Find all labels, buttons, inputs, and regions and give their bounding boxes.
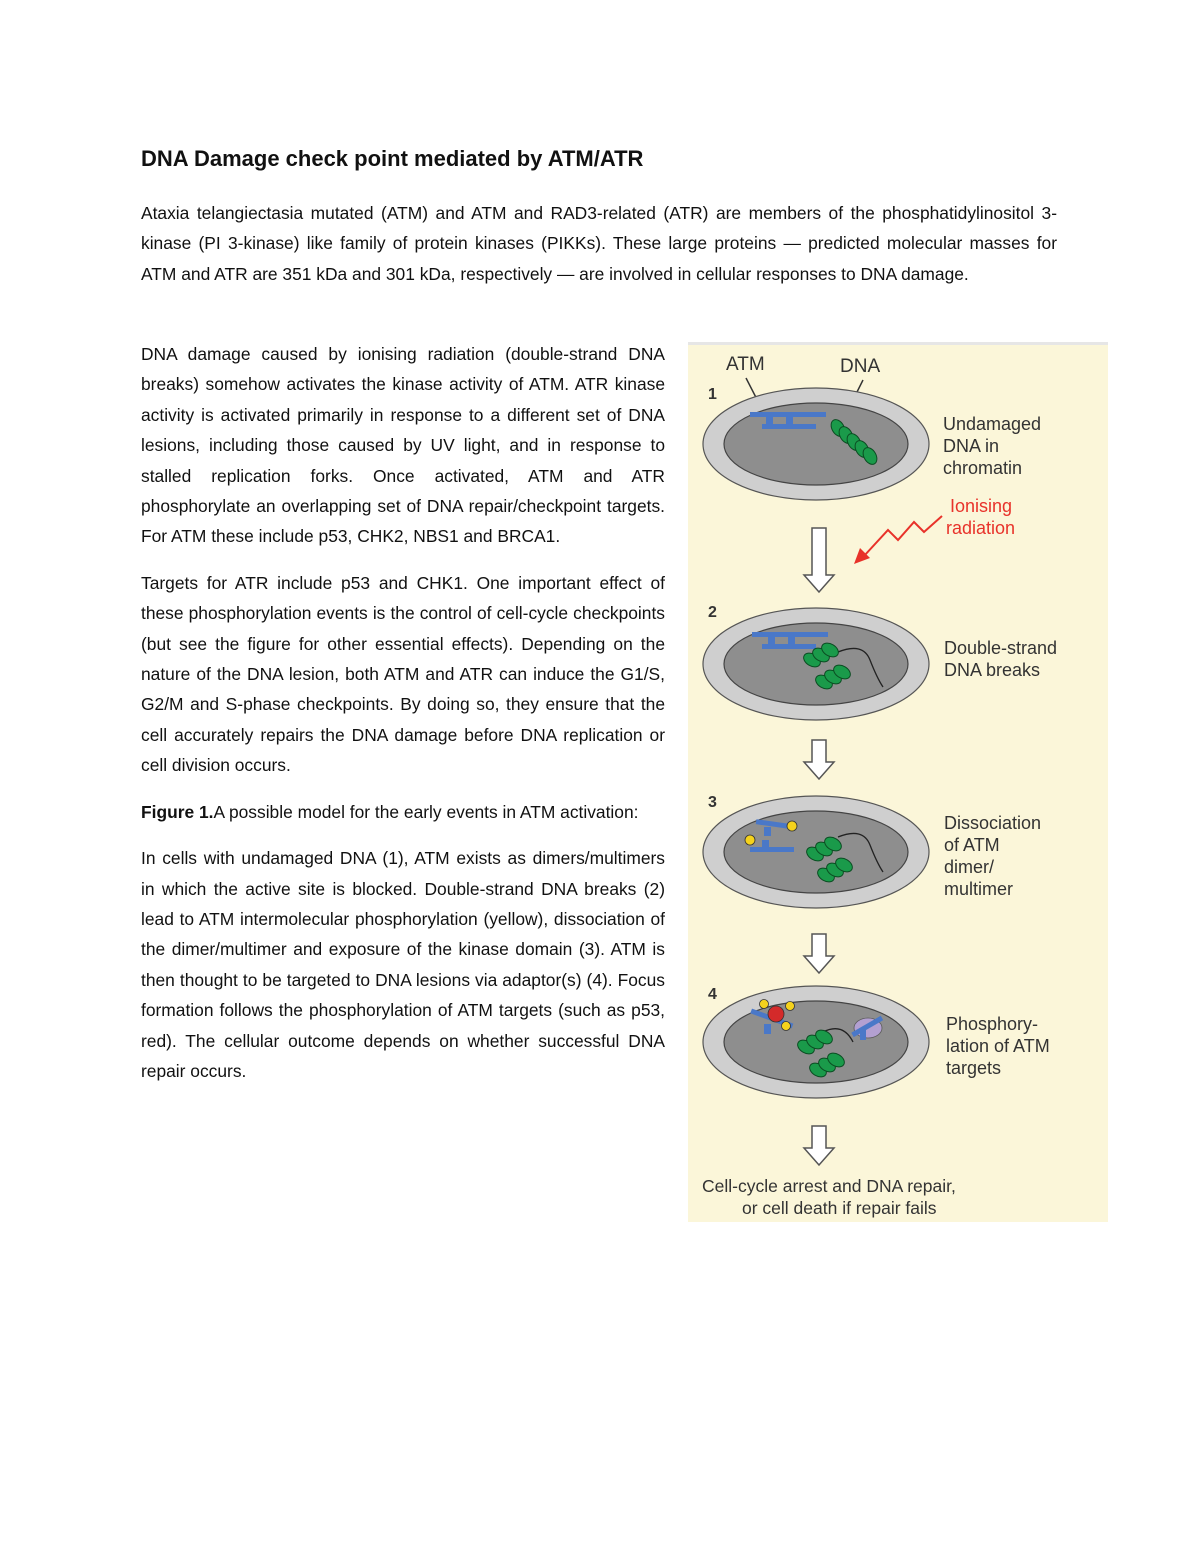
step-2-label-line-1: Double-strand xyxy=(944,638,1058,658)
step-4-cell xyxy=(703,986,929,1098)
step-4-label-line-2: lation of ATM xyxy=(946,1036,1050,1056)
outcome-line-2: or cell death if repair fails xyxy=(742,1198,937,1218)
step-4-number: 4 xyxy=(708,986,717,1003)
phosphate-icon xyxy=(745,835,755,845)
phosphate-icon xyxy=(786,1002,795,1011)
step-1-cell xyxy=(703,388,929,500)
step-3-cell xyxy=(703,796,929,908)
phosphate-icon xyxy=(760,1000,769,1009)
step-1-label-line-2: DNA in xyxy=(943,436,1000,456)
figure-caption-label: Figure 1. xyxy=(141,801,214,822)
step-2-cell xyxy=(703,608,929,720)
paragraph-atr-targets: Targets for ATR include p53 and CHK1. One important effect of these phosphorylation events is the control of cell-cycle checkpoints (but see the figure for other essential effects). Depending on the nature of the DNA lesion, both ATM and ATR can induce the G1/S, G2/M and S-phase checkpoints. By doing so, they ensure that the cell accurately repairs the DNA damage before DNA replication or cell division occurs. xyxy=(141,572,665,776)
step-4-label-line-1: Phosphory- xyxy=(946,1014,1039,1034)
intro-paragraph: Ataxia telangiectasia mutated (ATM) and ATM and RAD3-related (ATR) are members of the phosphatidylinositol 3-kinase (PI 3-kinase) like family of protein kinases (PIKKs). These large proteins — predicted molecular masses for ATM and ATR are 351 kDa and 301 kDa, respectively — are involved in cellular responses to DNA damage. xyxy=(141,203,1057,284)
radiation-label-line-2: radiation xyxy=(946,518,1016,538)
left-column xyxy=(141,339,665,1102)
phosphate-icon xyxy=(787,821,797,831)
step-2-label-line-2: DNA breaks xyxy=(944,660,1041,680)
outcome-line-1: Cell-cycle arrest and DNA repair, xyxy=(702,1176,956,1196)
step-3-label-line-4: multimer xyxy=(944,879,1014,899)
figure-caption xyxy=(141,797,665,827)
step-3-label-line-2: of ATM xyxy=(944,835,1000,855)
step-3-number: 3 xyxy=(708,794,717,811)
radiation-label-line-1: Ionising xyxy=(950,496,1013,516)
step-1-label-line-1: Undamaged xyxy=(943,414,1042,434)
step-1-label-line-3: chromatin xyxy=(943,458,1023,478)
paragraph-atm-activation: DNA damage caused by ionising radiation (double-strand DNA breaks) somehow activates the kinase activity of ATM. ATR kinase activity is activated primarily in response to a different set of DNA lesions, including those caused by UV light, and in response to stalled replication forks. Once activated, ATM and ATR phosphorylate an overlapping set of DNA repair/checkpoint targets. For ATM these include p53, CHK2, NBS1 and BRCA1. xyxy=(141,344,665,547)
paragraph-model-description: In cells with undamaged DNA (1), ATM exists as dimers/multimers in which the active site is blocked. Double-strand DNA breaks (2) lead to ATM intermolecular phosphorylation (yellow), dissociation of the dimer/multimer and exposure of the kinase domain (3). ATM is then thought to be targeted to DNA lesions via adaptor(s) (4). Focus formation follows the phosphorylation of ATM targets (such as p53, red). The cellular outcome depends on whether successful DNA repair occurs. xyxy=(141,848,665,1081)
step-1-number: 1 xyxy=(708,386,717,403)
p53-target-icon xyxy=(768,1006,784,1022)
step-2-number: 2 xyxy=(708,604,717,621)
atm-label: ATM xyxy=(726,354,765,375)
page-title: DNA Damage check point mediated by ATM/ATR xyxy=(141,146,644,171)
phosphate-icon xyxy=(782,1022,791,1031)
step-4-label-line-3: targets xyxy=(946,1058,1002,1078)
figure-caption-text: A possible model for the early events in ATM activation: xyxy=(213,801,639,822)
step-3-label-line-3: dimer/ xyxy=(944,857,995,877)
step-3-label-line-1: Dissociation xyxy=(944,813,1042,833)
atm-activation-figure xyxy=(688,342,1108,1222)
dna-label: DNA xyxy=(840,356,881,377)
